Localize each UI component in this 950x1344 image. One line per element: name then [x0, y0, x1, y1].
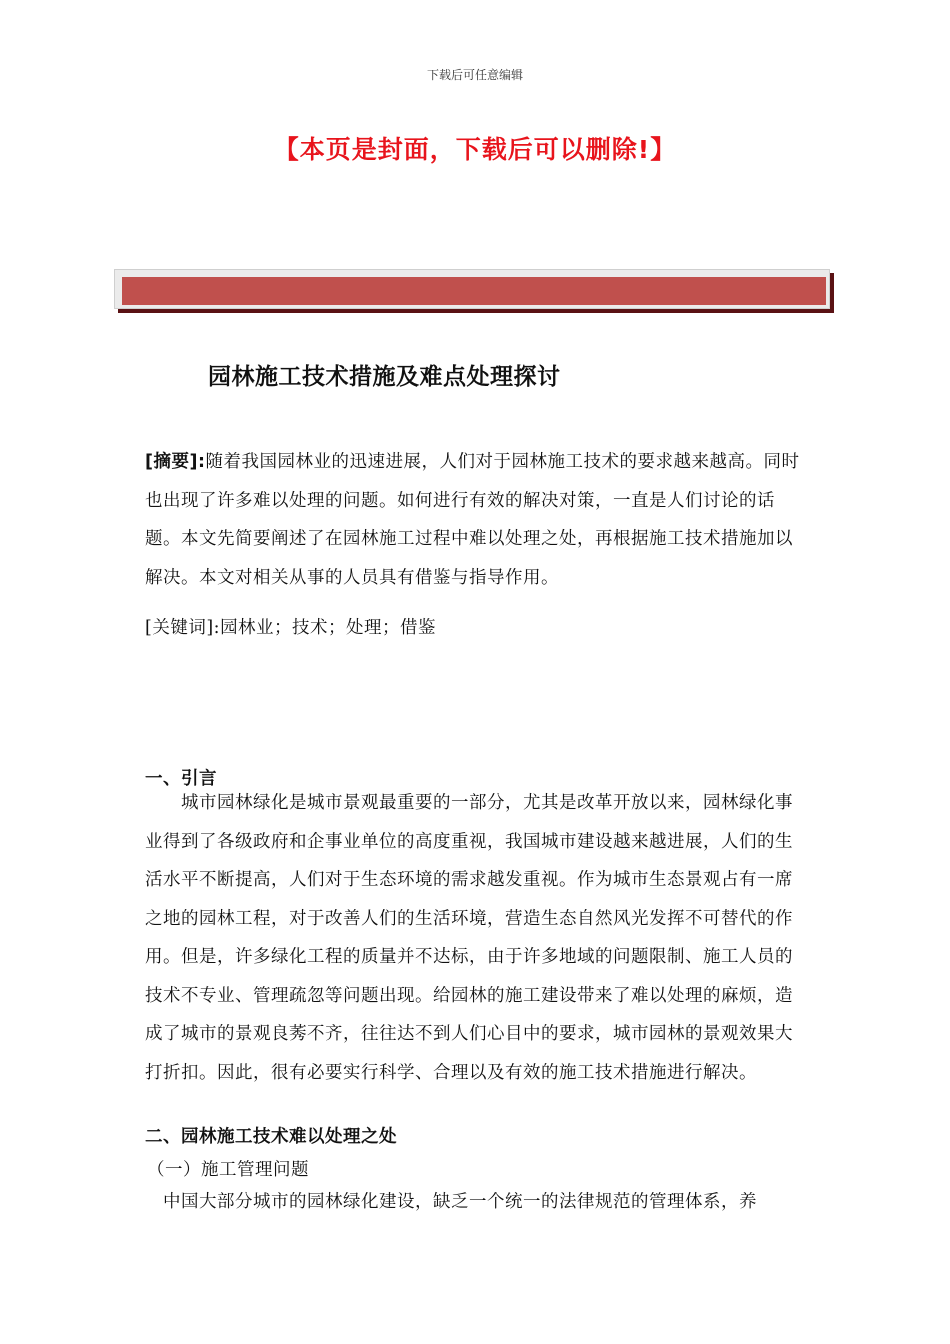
cover-notice: 【本页是封面，下载后可以删除!】	[273, 135, 677, 164]
subsection1-heading: （一）施工管理问题	[147, 1160, 309, 1180]
keywords-paragraph	[145, 609, 810, 648]
abstract-paragraph	[145, 443, 810, 597]
keywords-label: [关键词]:	[145, 618, 221, 638]
section1-heading: 一、引言	[145, 769, 217, 789]
abstract-label: [摘要]:	[145, 452, 206, 472]
document-title: 园林施工技术措施及难点处理探讨	[208, 364, 561, 390]
abstract-text: 随着我国园林业的迅速进展，人们对于园林施工技术的要求越来越高。同时也出现了许多难以处理的问题。如何进行有效的解决对策，一直是人们讨论的话题。本文先简要阐述了在园林施工过程中难以处理之处，再根据施工技术措施加以解决。本文对相关从事的人员具有借鉴与指导作用。	[145, 452, 800, 588]
section1-paragraph: 城市园林绿化是城市景观最重要的一部分，尤其是改革开放以来，园林绿化事业得到了各级政府和企事业单位的高度重视，我国城市建设越来越进展，人们的生活水平不断提高，人们对于生态环境的需求越发重视。作为城市生态景观占有一席之地的园林工程，对于改善人们的生活环境，营造生态自然风光发挥不可替代的作用。但是，许多绿化工程的质量并不达标，由于许多地域的问题限制、施工人员的技术不专业、管理疏忽等问题出现。给园林的施工建设带来了难以处理的麻烦，造成了城市的景观良莠不齐，往往达不到人们心目中的要求，城市园林的景观效果大打折扣。因此，很有必要实行科学、合理以及有效的施工技术措施进行解决。	[145, 793, 793, 1083]
subsection1-paragraph: 中国大部分城市的园林绿化建设，缺乏一个统一的法律规范的管理体系，养	[163, 1192, 757, 1212]
header-note: 下载后可任意编辑	[426, 68, 523, 82]
section2-heading: 二、园林施工技术难以处理之处	[145, 1127, 397, 1147]
decorative-banner	[122, 277, 826, 305]
keywords-text: 园林业；技术；处理；借鉴	[220, 618, 437, 638]
